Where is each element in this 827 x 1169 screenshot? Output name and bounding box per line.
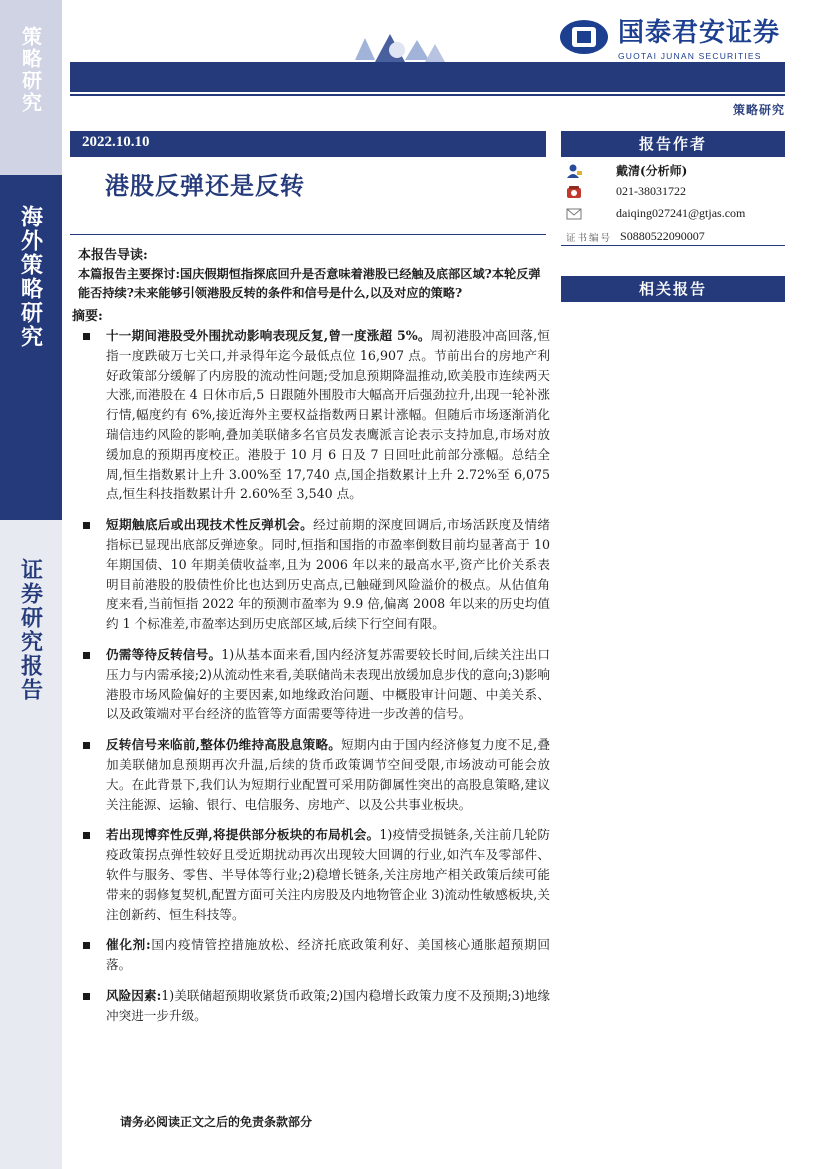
author-cert-row [566,229,705,244]
bullet-lead: 十一期间港股受外围扰动影响表现反复,曾一度涨超 5%。 [106,328,431,343]
footer-disclaimer: 请务必阅读正文之后的免责条款部分 [120,1115,313,1129]
summary-bullets [78,326,550,1037]
list-item [78,515,550,634]
bullet-marker [83,993,90,1000]
author-email-row[interactable] [566,206,745,221]
person-icon [566,164,582,178]
report-date: 2022.10.10 [82,134,150,150]
phone-icon [566,185,582,199]
bullet-lead: 仍需等待反转信号。 [106,646,222,662]
date-bar [70,131,546,157]
intro-title: 本报告导读: [78,248,148,263]
author-phone: 021-38031722 [616,184,686,198]
related-reports-heading: 相关报告 [561,276,785,302]
bullet-text: 国内疫情管控措施放松、经济托底政策利好、美国核心通胀超预期回落。 [106,937,550,973]
list-item [78,825,550,924]
bullet-lead: 催化剂: [106,937,151,953]
author-phone-row [566,184,686,199]
author-panel-heading: 报告作者 [561,131,785,157]
summary-label: 摘要: [72,309,103,324]
brand-name-cn: 国泰君安证券 [618,18,781,48]
header-bar [70,62,785,92]
report-intro [72,247,546,324]
bullet-marker [83,522,90,529]
sidebar-top-label: 策略研究 [18,26,43,114]
sidebar-middle-label: 海外策略研究 [17,205,44,349]
bullet-lead: 短期触底后或出现技术性反弹机会。 [106,517,314,533]
bullet-lead: 反转信号来临前,整体仍维持高股息策略。 [106,737,342,753]
author-name: 戴清(分析师) [616,164,688,178]
bullet-text: 1)美联储超预期收紧货币政策;2)国内稳增长政策力度不及预期;3)地缘冲突进一步升级。 [106,987,550,1023]
list-item [78,935,550,975]
cert-label: 证书编号 [566,232,613,244]
sidebar-bottom-label: 证券研究报告 [17,558,44,702]
author-panel-divider [561,245,785,246]
bullet-text: 1)从基本面来看,国内经济复苏需要较长时间,后续关注出口压力与内需承接;2)从流动性来看,美联储尚未表现出放缓加息步伐的意向;3)影响港股市场风险偏好的主要因素,如地缘政治问题、中概股审计问题、中美关系、以及政策端对平台经济的监管等方面需要等待进一步改善的信号。 [106,646,550,722]
sidebar-bottom-block [0,520,62,1169]
intro-body: 本篇报告主要探讨:国庆假期恒指探底回升是否意味着港股已经触及底部区域?本轮反弹能否持续?未来能够引领港股反转的条件和信号是什么,以及对应的策略? [78,267,541,300]
page-title: 港股反弹还是反转 [105,171,305,200]
bullet-lead: 若出现博弈性反弹,将提供部分板块的布局机会。 [106,827,380,843]
bullet-text: 经过前期的深度回调后,市场活跃度及情绪指标已显现出底部反弹迹象。同时,恒指和国指的市盈率倒数目前均显著高于 10 年期国债、10 年期美债收益率,且为 2006 年以来的最高水平,资产比价关系表明目前港股的股债性价比也达到历史高点,已触碰到风险溢价的极点。从估值角度来看,当前恒指 2022 年的预测市盈率为 9.9 倍,偏离 2008 年以来的历史均值约 1 个标准差,市盈率达到历史底部区域,后续下行空间有限。 [106,517,550,632]
author-email[interactable]: daiqing027241@gtjas.com [616,206,746,220]
bullet-lead: 风险因素: [106,987,162,1003]
sidebar-middle-block [0,175,62,520]
brand-name-en: GUOTAI JUNAN SECURITIES [618,51,762,61]
list-item [78,645,550,724]
cert-number: S0880522090007 [620,229,705,243]
bullet-marker [83,832,90,839]
list-item [78,986,550,1026]
brand-logo [558,12,780,61]
list-item [78,735,550,814]
bullet-text: 1)疫情受损链条,关注前几轮防疫政策拐点弹性较好且受近期扰动再次出现较大回调的行业,如汽车及零部件、软件与服务、零售、半导体等行业;2)稳增长链条,关注房地产相关政策后续可能带来的弱修复契机,配置方面可关注内房股及内地物管企业 3)流动性敏感板块,关注创新药、恒生科技等。 [106,827,550,922]
title-divider [70,234,546,235]
email-icon [566,207,582,221]
author-name-row [566,162,687,179]
bullet-marker [83,942,90,949]
bullet-text: 周初港股冲高回落,恒指一度跌破万七关口,并录得年迄今最低点位 16,907 点。节前出台的房地产利好政策部分缓解了内房股的流动性问题;受加息预期降温推动,欧美股市连续两天大涨,而港股在 4 日休市后,5 日跟随外围股市大幅高开后强劲拉升,出现一轮补涨行情,幅度约有 6%,接近海外主要权益指数两日累计涨幅。但随后市场逐渐消化瑞信违约风险的影响,叠加美联储多名官员发表鹰派言论表示支持加息,市场对放缓加息的预期再度校正。港股于 10 月 6 日及 7 日回吐此前部分涨幅。总结全周,恒生指数累计上升 3.00%至 17,740 点,国企指数累计上升 2.72%至 6,075 点,恒生科技指数累计升 2.60%至 3,540 点。 [106,328,550,502]
bullet-marker [83,333,90,340]
bullet-marker [83,742,90,749]
sidebar-top-block [0,0,62,175]
bullet-text: 短期内由于国内经济修复力度不足,叠加美联储加息预期再次升温,后续的货币政策调节空间受限,市场波动可能会放大。在此背景下,我们认为短期行业配置可采用防御属性突出的高股息策略,建议关注能源、运输、银行、电信服务、房地产、以及公共事业板块。 [106,737,550,812]
report-category: 策略研究 [732,103,785,117]
brand-mark-icon [558,18,610,56]
list-item [78,326,550,504]
bullet-marker [83,652,90,659]
header-divider [70,94,785,96]
